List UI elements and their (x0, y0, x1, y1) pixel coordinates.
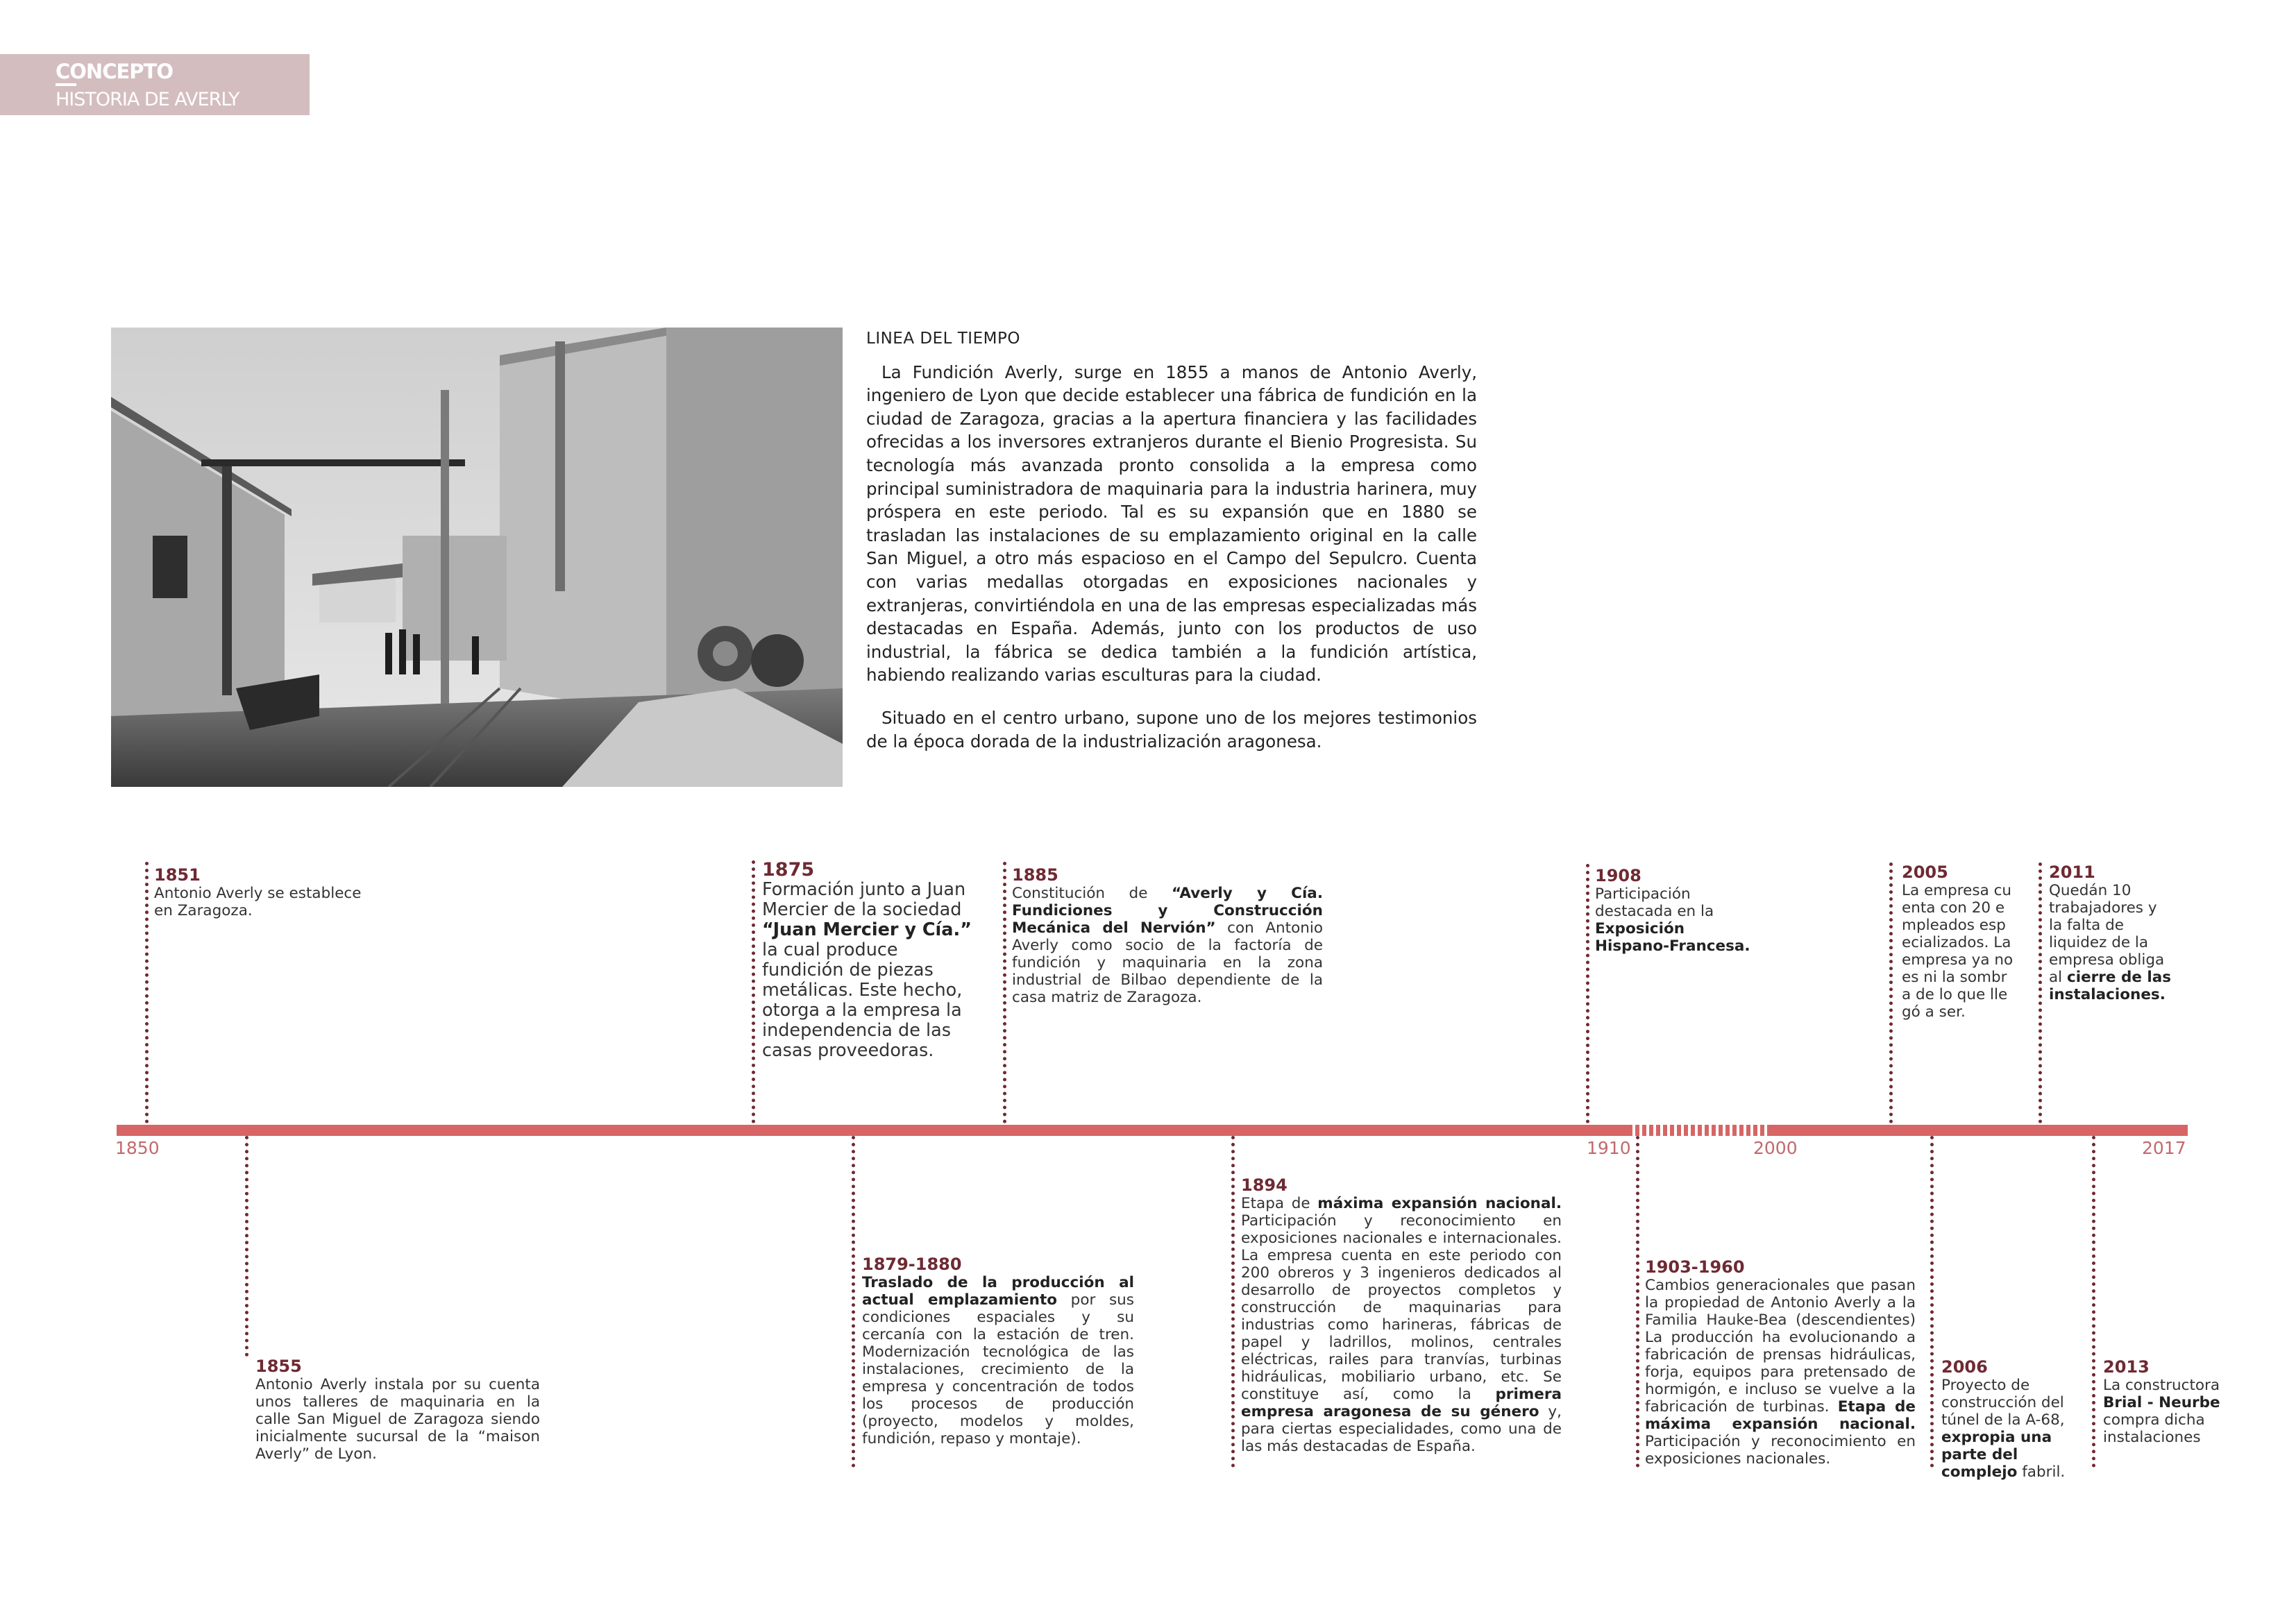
axis-label-1850: 1850 (115, 1138, 160, 1158)
event-year: 2005 (1902, 863, 1948, 882)
intro-paragraph-2: Situado en el centro urbano, supone uno de los mejores testimonios de la época dorada de la industrialización aragonesa. (866, 707, 1477, 751)
event-year: 1903-1960 (1645, 1257, 1745, 1277)
event-text: y, para ciertas especialidades, como una de las más destacadas de España. (1241, 1403, 1562, 1455)
event-text: Etapa de (1241, 1195, 1318, 1212)
event-2006 (1941, 1357, 2066, 1481)
event-text: Cambios generacionales que pasan la propiedad de Antonio Averly a la Familia Hauke-Bea (descendientes) La producción ha evolucionando a fabricación de prensas hidráulicas, forja, equipos para pretensado de hormigón, e incluso se vuelve a la fabricación de turbinas. (1645, 1277, 1916, 1416)
event-text: compra dicha instalaciones (2103, 1411, 2205, 1446)
event-highlight: Brial - Neurbe (2103, 1394, 2220, 1411)
event-text: fabril. (2017, 1463, 2066, 1481)
intro-heading: LINEA DEL TIEMPO (866, 330, 1020, 348)
event-text: La empresa cuenta con 20 empleados especializados. La empresa ya no es ni la sombra de lo que llegó a ser. (1902, 882, 2014, 1021)
connector-1879 (852, 1136, 855, 1468)
event-highlight: Etapa de máxima expansión nacional. (1645, 1398, 1916, 1433)
event-1908 (1595, 866, 1755, 955)
connector-1855 (245, 1136, 248, 1357)
connector-1894 (1231, 1136, 1235, 1468)
event-year: 1855 (255, 1357, 302, 1376)
event-text: Constitución de (1012, 885, 1172, 902)
axis-label-2017: 2017 (2142, 1138, 2186, 1158)
event-text: la cual produce fundición de piezas metálicas. Este hecho, otorga a la empresa la independencia de las casas proveedoras. (762, 940, 963, 1061)
event-highlight: primera empresa aragonesa de su género (1241, 1386, 1562, 1420)
section-title: CONCEPTO (56, 60, 173, 83)
connector-1875 (752, 860, 755, 1123)
event-2005 (1902, 863, 2014, 1021)
timeline-axis (117, 1125, 2188, 1136)
event-year: 1885 (1012, 865, 1058, 885)
event-1879 (862, 1255, 1134, 1447)
event-year: 1879-1880 (862, 1255, 962, 1274)
event-text: Formación junto a Juan Mercier de la sociedad (762, 879, 966, 920)
event-text: La constructora (2103, 1377, 2220, 1394)
event-1855 (255, 1357, 540, 1463)
connector-1851 (145, 862, 149, 1123)
historic-factory-photo (111, 328, 843, 787)
section-subtitle: HISTORIA DE AVERLY (56, 89, 239, 110)
event-text: Quedán 10 trabajadores y la falta de liquidez de la empresa obliga al (2049, 882, 2165, 986)
event-2011 (2049, 863, 2174, 1003)
event-year: 2006 (1941, 1357, 1988, 1377)
event-highlight: máxima expansión nacional. (1317, 1195, 1562, 1212)
connector-1903 (1636, 1136, 1639, 1468)
event-highlight: “Averly y Cía. Fundiciones y Construcción Mecánica del Nervión” (1012, 885, 1323, 937)
event-text: por sus condiciones espaciales y su cercanía con la estación de tren. Modernización tecnológica de las instalaciones, crecimiento de la empresa y concentración de todos los procesos de producción (proyecto, modelos y moldes, fundición, repaso y montaje). (862, 1291, 1135, 1447)
timeline-break (1632, 1125, 1769, 1136)
event-2013 (2103, 1357, 2221, 1446)
event-year: 1875 (762, 859, 815, 881)
event-year: 1851 (154, 865, 201, 885)
event-1903 (1645, 1257, 1916, 1468)
event-year: 2013 (2103, 1357, 2150, 1377)
connector-2006 (1930, 1136, 1934, 1468)
event-highlight: Exposición Hispano-Francesa. (1595, 920, 1750, 955)
event-text: Participación y reconocimiento en exposiciones nacionales. (1645, 1433, 1916, 1468)
connector-2011 (2038, 863, 2042, 1123)
event-text: Participación y reconocimiento en exposiciones nacionales e internacionales. La empresa cuenta en este periodo con 200 obreros y 3 ingenieros dedicados al desarrollo de proyectos completos y construcción de maquinarias para industrias como harineras, fábricas de papel y ladrillos, molinos, centrales eléctricas, railes para tranvías, turbinas hidráulicas, mobiliario urbano, etc. Se constituye así, como la (1241, 1212, 1562, 1403)
intro-paragraph-1: La Fundición Averly, surge en 1855 a manos de Antonio Averly, ingeniero de Lyon que decide establecer una fábrica de fundición en la ciudad de Zaragoza, gracias a la apertura financiera y las facilidades ofrecidas a los inversores extranjeros durante el Bienio Progresista. Su tecnología más avanzada pronto consolida a la empresa como principal suministradora de maquinaria para la industria harinera, muy próspera en este periodo. Tal es su expansión que en 1880 se trasladan las instalaciones de su emplazamiento original en la calle San Miguel, a otro más espacioso en el Campo del Sepulcro. Cuenta con varias medallas otorgadas en exposiciones nacionales y extranjeras, convirtiéndola en una de las empresas especializadas más destacadas en España. Además, junto con los productos de uso industrial, la fábrica se dedica también a la fundición artística, habiendo realizando varias esculturas para la ciudad. (866, 362, 1477, 686)
event-highlight: “Juan Mercier y Cía.” (762, 919, 972, 940)
event-highlight: Traslado de la producción al actual emplazamiento (862, 1274, 1134, 1309)
event-1894 (1241, 1175, 1562, 1455)
connector-2013 (2092, 1136, 2095, 1468)
event-text: Participación destacada en la (1595, 885, 1714, 920)
event-text: con Antonio Averly como socio de la factoría de fundición y maquinaria en la zona industrial de Bilbao dependiente de la casa matriz de Zaragoza. (1012, 919, 1323, 1006)
title-underline (56, 83, 76, 86)
connector-2005 (1889, 863, 1893, 1123)
event-text: Antonio Averly se establece en Zaragoza. (154, 885, 362, 919)
event-1851 (154, 865, 383, 919)
event-year: 1894 (1241, 1175, 1288, 1195)
event-year: 2011 (2049, 863, 2095, 882)
connector-1908 (1586, 864, 1589, 1123)
event-1875 (762, 860, 977, 1061)
event-highlight: expropia una parte del complejo (1941, 1429, 2052, 1481)
axis-label-1910: 1910 (1587, 1138, 1631, 1158)
event-highlight: cierre de las instalaciones. (2049, 969, 2172, 1003)
axis-label-2000: 2000 (1753, 1138, 1798, 1158)
section-tag (0, 54, 310, 115)
event-text: Antonio Averly instala por su cuenta unos talleres de maquinaria en la calle San Miguel de Zaragoza siendo inicialmente sucursal de la “maison Averly” de Lyon. (255, 1376, 540, 1463)
connector-1885 (1003, 862, 1006, 1123)
intro-text (866, 328, 1477, 753)
event-year: 1908 (1595, 866, 1641, 885)
event-1885 (1012, 865, 1323, 1006)
event-text: Proyecto de construcción del túnel de la A-68, (1941, 1377, 2065, 1429)
